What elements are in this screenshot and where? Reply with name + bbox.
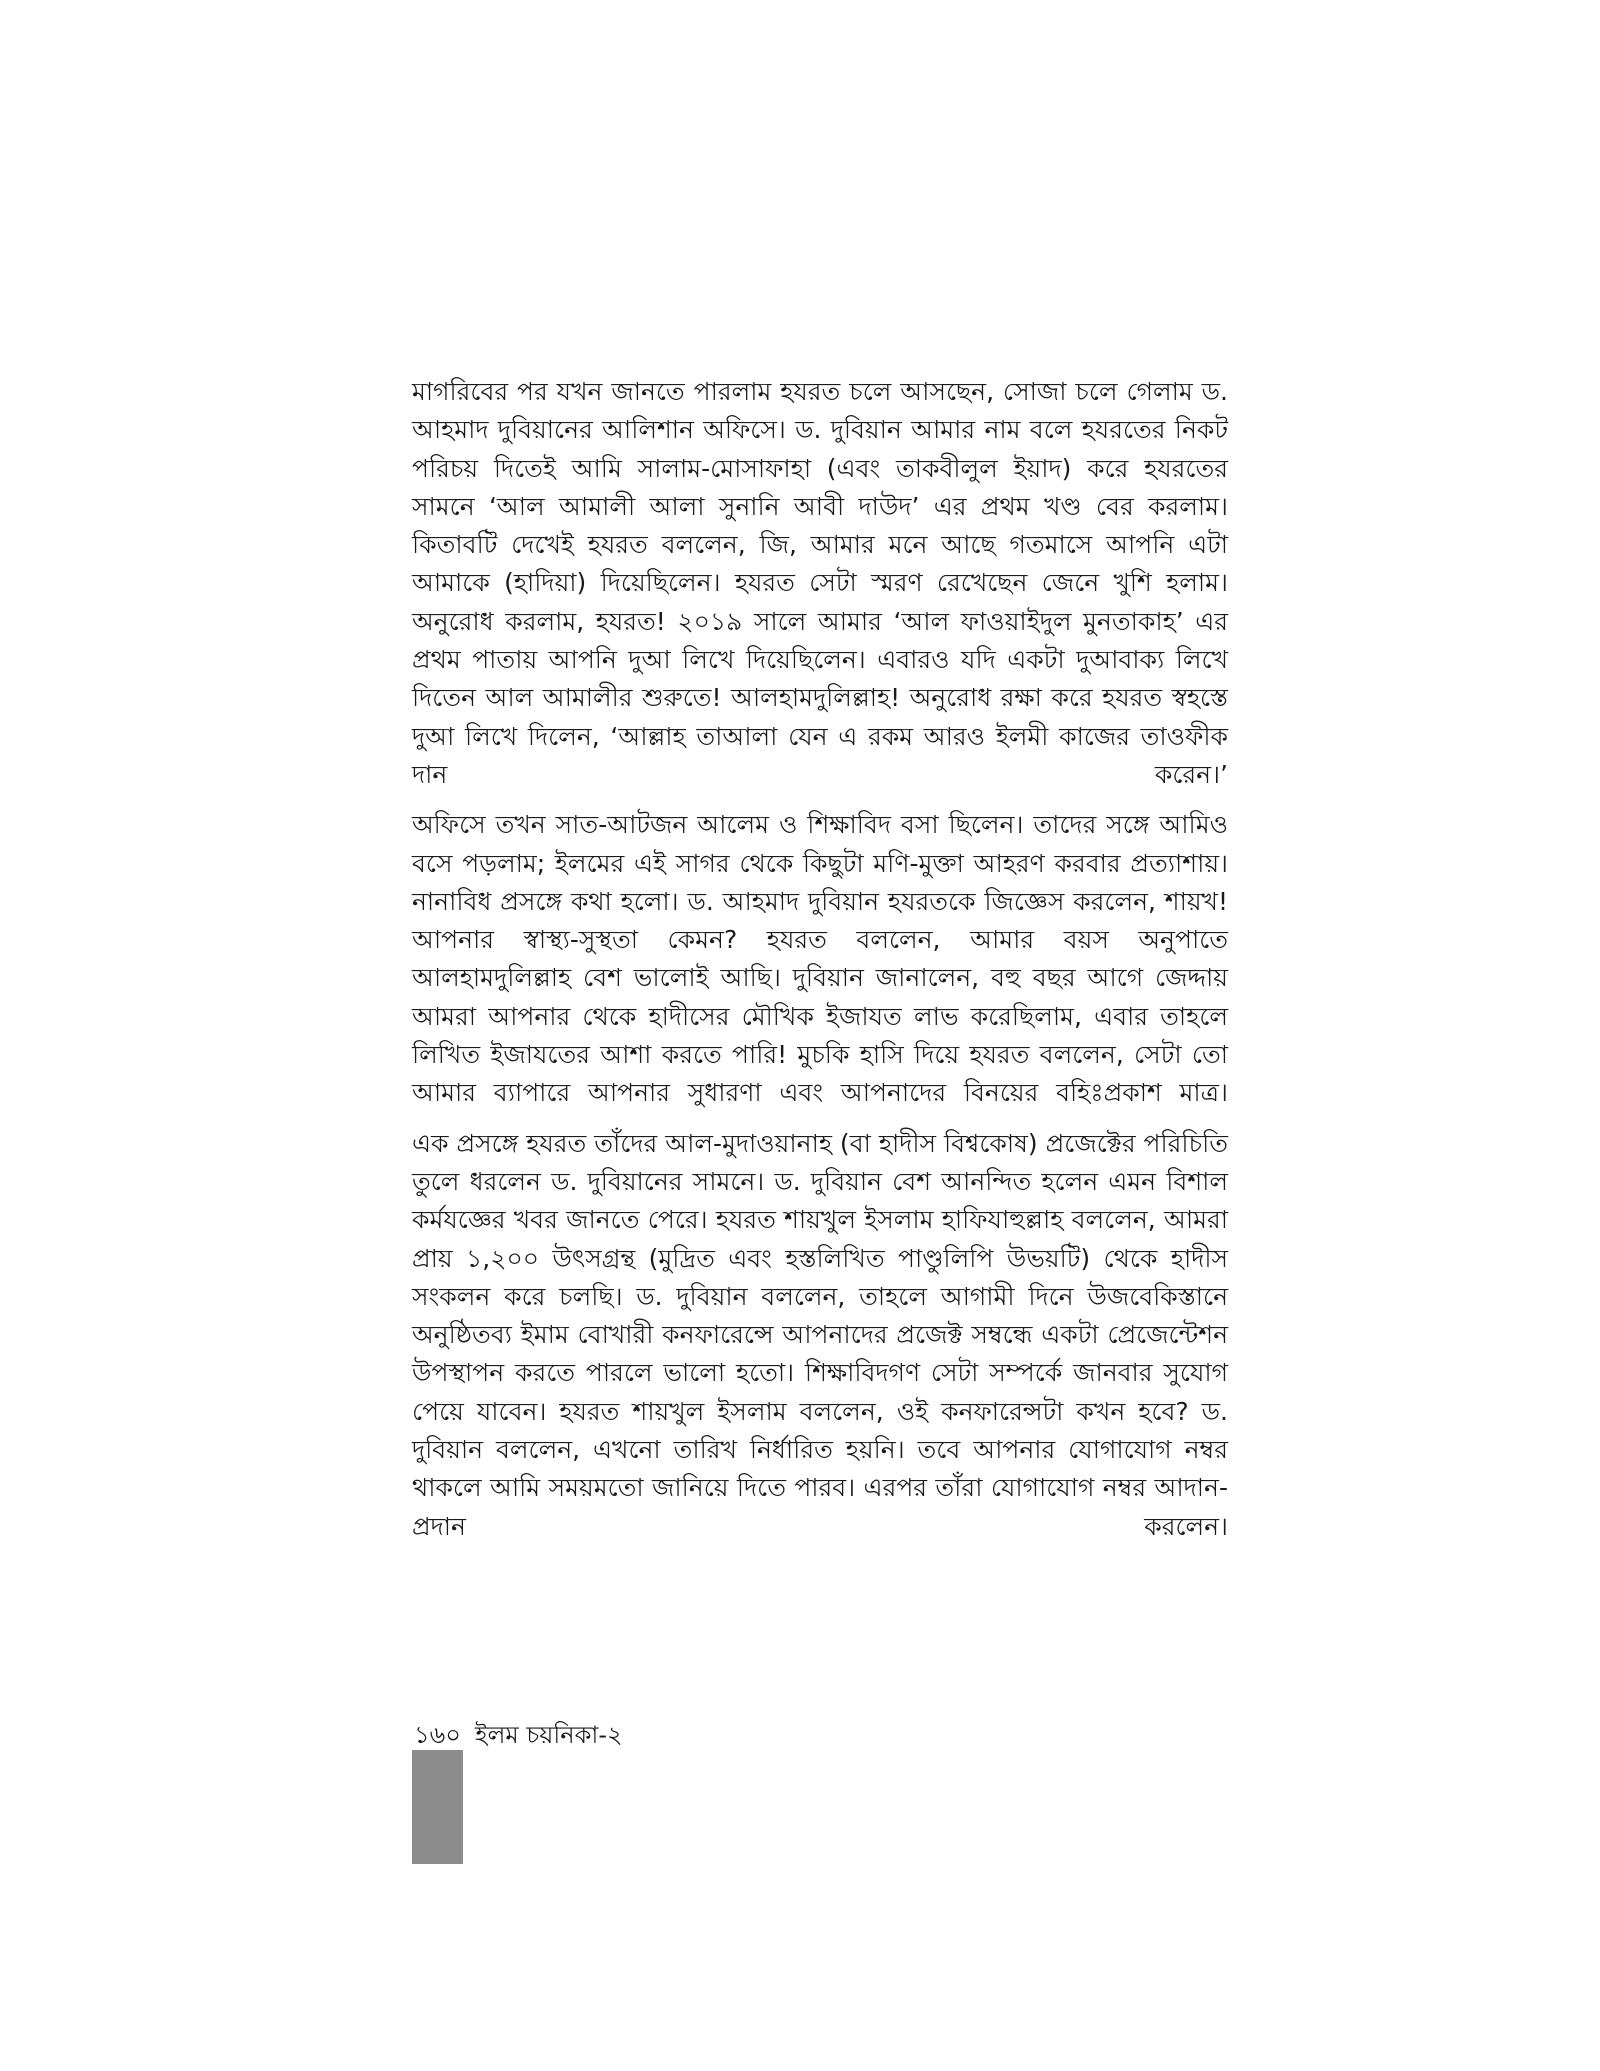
book-title: ইলম চয়নিকা-২	[475, 1721, 623, 1749]
paragraph-1: মাগরিবের পর যখন জানতে পারলাম হযরত চলে আসছেন, সোজা চলে গেলাম ড. আহমাদ দুবিয়ানের আলিশান অফিসে। ড. দুবিয়ান আমার নাম বলে হযরতের নিকট পরিচয় দিতেই আমি সালাম-মোসাফাহা (এবং তাকবীলুল ইয়াদ) করে হযরতের সামনে ‘আল আমালী আলা সুনানি আবী দাউদ’ এর প্রথম খণ্ড বের করলাম। কিতাবটি দেখেই হযরত বললেন, জি, আমার মনে আছে গতমাসে আপনি এটা আমাকে (হাদিয়া) দিয়েছিলেন। হযরত সেটা স্মরণ রেখেছেন জেনে খুশি হলাম। অনুরোধ করলাম, হযরত! ২০১৯ সালে আমার ‘আল ফাওয়াইদুল মুনতাকাহ’ এর প্রথম পাতায় আপনি দুআ লিখে দিয়েছিলেন। এবারও যদি একটা দুআবাক্য লিখে দিতেন আল আমালীর শুরুতে! আলহামদুলিল্লাহ! অনুরোধ রক্ষা করে হযরত স্বহস্তে দুআ লিখে দিলেন, ‘আল্লাহ তাআলা যেন এ রকম আরও ইলমী কাজের তাওফীক দান করেন।’	[412, 377, 1228, 789]
paragraph-2: অফিসে তখন সাত-আটজন আলেম ও শিক্ষাবিদ বসা ছিলেন। তাদের সঙ্গে আমিও বসে পড়লাম; ইলমের এই সাগর থেকে কিছুটা মণি-মুক্তা আহরণ করবার প্রত্যাশায়। নানাবিধ প্রসঙ্গে কথা হলো। ড. আহমাদ দুবিয়ান হযরতকে জিজ্ঞেস করলেন, শায়খ! আপনার স্বাস্থ্য-সুস্থতা কেমন? হযরত বললেন, আমার বয়স অনুপাতে আলহামদুলিল্লাহ বেশ ভালোই আছি। দুবিয়ান জানালেন, বহু বছর আগে জেদ্দায় আমরা আপনার থেকে হাদীসের মৌখিক ইজাযত লাভ করেছিলাম, এবার তাহলে লিখিত ইজাযতের আশা করতে পারি! মুচকি হাসি দিয়ে হযরত বললেন, সেটা তো আমার ব্যাপারে আপনার সুধারণা এবং আপনাদের বিনয়ের বহিঃপ্রকাশ মাত্র।	[412, 810, 1228, 1108]
body-text	[412, 373, 1228, 1546]
paragraph-3: এক প্রসঙ্গে হযরত তাঁদের আল-মুদাওয়ানাহ (বা হাদীস বিশ্বকোষ) প্রজেক্টের পরিচিতি তুলে ধরলেন ড. দুবিয়ানের সামনে। ড. দুবিয়ান বেশ আনন্দিত হলেন এমন বিশাল কর্মযজ্ঞের খবর জানতে পেরে। হযরত শায়খুল ইসলাম হাফিযাহুল্লাহ বললেন, আমরা প্রায় ১,২০০ উৎসগ্রন্থ (মুদ্রিত এবং হস্তলিখিত পাণ্ডুলিপি উভয়টি) থেকে হাদীস সংকলন করে চলছি। ড. দুবিয়ান বললেন, তাহলে আগামী দিনে উজবেকিস্তানে অনুষ্ঠিতব্য ইমাম বোখারী কনফারেন্সে আপনাদের প্রজেক্ট সম্বন্ধে একটা প্রেজেন্টেশন উপস্থাপন করতে পারলে ভালো হতো। শিক্ষাবিদগণ সেটা সম্পর্কে জানবার সুযোগ পেয়ে যাবেন। হযরত শায়খুল ইসলাম বললেন, ওই কনফারেন্সটা কখন হবে? ড. দুবিয়ান বললেন, এখনো তারিখ নির্ধারিত হয়নি। তবে আপনার যোগাযোগ নম্বর থাকলে আমি সময়মতো জানিয়ে দিতে পারব। এরপর তাঁরা যোগাযোগ নম্বর আদান-প্রদান করলেন।	[412, 1128, 1228, 1541]
page-footer	[412, 1720, 912, 1870]
page-number: ১৬০	[412, 1720, 463, 1750]
